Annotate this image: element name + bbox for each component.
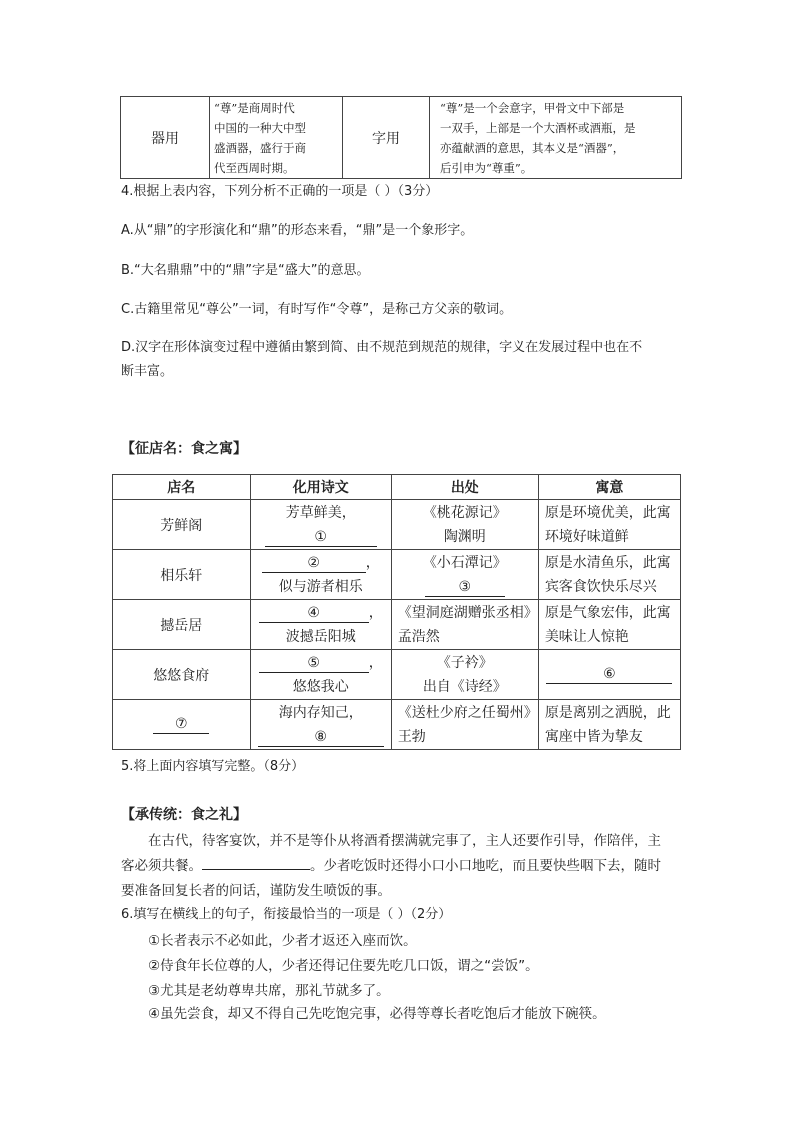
meaning-cell <box>538 550 680 600</box>
source-cell <box>391 550 538 600</box>
header-poem: 化用诗文 <box>250 475 391 500</box>
poem-cell <box>250 550 391 600</box>
source-title: 《子衿》 <box>436 654 493 671</box>
poem-line: 悠悠我心 <box>292 678 349 695</box>
desc-line: 中国的一种大中型 <box>214 120 306 135</box>
source-author: 王勃 <box>397 728 426 745</box>
poem-cell <box>250 500 391 550</box>
desc-line: 代至西周时期。 <box>214 160 295 175</box>
table-row <box>113 550 681 600</box>
poem-cell <box>250 700 391 750</box>
source-title: 《小石潭记》 <box>422 554 507 571</box>
top-table-desc-2 <box>430 97 682 179</box>
source-title: 《送杜少府之任蜀州》 <box>397 704 538 721</box>
q4-option-d-line1: D.汉字在形体演变过程中遵循由繁到简、由不规范到规范的规律，字义在发展过程中也在不 <box>121 340 643 355</box>
section-title-etiquette: 【承传统：食之礼】 <box>121 807 247 823</box>
source-cell <box>391 500 538 550</box>
header-source: 出处 <box>391 475 538 500</box>
passage-line-3: 要准备回复长者的问话，谨防发生喷饭的事。 <box>121 883 391 899</box>
q6-sentence-1: ①长者表示不必如此，少者才返还入座而饮。 <box>148 933 417 949</box>
source-author: 陶渊明 <box>443 528 486 545</box>
source-title: 《桃花源记》 <box>422 504 507 521</box>
blank-5[interactable]: ⑤ <box>259 654 369 673</box>
table-row <box>113 500 681 550</box>
table-row <box>113 700 681 750</box>
source-cell <box>391 600 538 650</box>
header-store-name: 店名 <box>113 475 251 500</box>
q4-option-d-line2: 断丰富。 <box>121 364 174 379</box>
blank-6[interactable]: ⑥ <box>546 665 672 684</box>
top-table <box>120 96 682 179</box>
top-table-label-1: 器用 <box>121 97 210 179</box>
poem-cell <box>250 600 391 650</box>
poem-cell <box>250 650 391 700</box>
q4-option-a: A.从“鼎”的字形演化和“鼎”的形态来看，“鼎”是一个象形字。 <box>121 223 474 238</box>
section-title-store-names: 【征店名：食之寓】 <box>121 441 247 457</box>
meaning-line: 宾客食饮快乐尽兴 <box>544 578 657 595</box>
store-name: 相乐轩 <box>113 550 251 600</box>
blank-2[interactable]: ② <box>262 554 366 573</box>
store-name: 撼岳居 <box>113 600 251 650</box>
source-cell <box>391 700 538 750</box>
meaning-cell <box>538 500 680 550</box>
blank-1[interactable]: ① <box>265 528 377 547</box>
meaning-line: 原是水清鱼乐，此寓 <box>544 554 671 571</box>
store-name: 悠悠食府 <box>113 650 251 700</box>
passage-line-1: 在古代，待客宴饮，并不是等仆从将酒肴摆满就完事了，主人还要作引导，作陪伴，主 <box>148 833 661 849</box>
passage-text: 客必须共餐。 <box>121 858 202 874</box>
poem-line: 波撼岳阳城 <box>285 628 356 645</box>
poem-line: 似与游者相乐 <box>278 578 363 595</box>
table-row <box>113 650 681 700</box>
meaning-line: 原是气象宏伟，此寓 <box>544 604 671 621</box>
source-cell <box>391 650 538 700</box>
q6-stem: 6.填写在横线上的句子，衔接最恰当的一项是（ ）（2分） <box>121 907 452 922</box>
store-name: 芳鲜阁 <box>113 500 251 550</box>
desc-line: 一双手，上部是一个大酒杯或酒瓶，是 <box>440 120 636 135</box>
blank-7[interactable]: ⑦ <box>153 715 209 734</box>
passage-text: 。少者吃饭时还得小口小口地吃，而且要快些咽下去，随时 <box>310 858 661 874</box>
q6-sentence-3: ③尤其是老幼尊卑共席，那礼节就多了。 <box>148 983 390 999</box>
source-title: 《望洞庭湖赠张丞相》 <box>397 604 538 621</box>
comma: ， <box>368 654 383 671</box>
meaning-line: 环境好味道鲜 <box>544 528 629 545</box>
blank-4[interactable]: ④ <box>259 604 369 623</box>
passage-line-2 <box>121 858 661 874</box>
meaning-cell <box>538 650 680 700</box>
poem-line: 芳草鲜美， <box>285 504 356 521</box>
header-meaning: 寓意 <box>538 475 680 500</box>
blank-8[interactable]: ⑧ <box>258 728 384 747</box>
meaning-cell <box>538 700 680 750</box>
desc-line: 后引申为“尊重”。 <box>440 160 533 175</box>
meaning-line: 原是环境优美，此寓 <box>544 504 671 521</box>
meaning-line: 美味让人惊艳 <box>544 628 629 645</box>
q4-stem: 4.根据上表内容，下列分析不正确的一项是（ ）（3分） <box>121 184 439 199</box>
source-author: 出自《诗经》 <box>422 678 507 695</box>
blank-3[interactable]: ③ <box>425 578 505 597</box>
q6-sentence-2: ②侍食年长位尊的人，少者还得记住要先吃几口饭，谓之“尝饭”。 <box>148 958 539 974</box>
q4-option-b: B.“大名鼎鼎”中的“鼎”字是“盛大”的意思。 <box>121 263 370 278</box>
top-table-label-2: 字用 <box>343 97 430 179</box>
q4-option-c: C.古籍里常见“尊公”一词，有时写作“令尊”，是称己方父亲的敬词。 <box>121 302 513 317</box>
desc-line: 盛酒器，盛行于商 <box>214 140 306 155</box>
comma: ， <box>368 604 383 621</box>
meaning-line: 原是离别之洒脱，此 <box>544 704 671 721</box>
q5-stem: 5.将上面内容填写完整。（8分） <box>121 759 305 774</box>
meaning-cell <box>538 600 680 650</box>
poem-line: 海内存知己， <box>278 704 363 721</box>
answer-blank[interactable] <box>202 869 310 870</box>
desc-line: “尊”是一个会意字，甲骨文中下部是 <box>440 100 625 115</box>
meaning-line: 寓座中皆为挚友 <box>544 728 643 745</box>
top-table-desc-1 <box>210 97 343 179</box>
table-header-row <box>113 475 681 500</box>
source-author: 孟浩然 <box>397 628 440 645</box>
desc-line: 亦蕴献酒的意思，其本义是“酒器”， <box>440 140 625 155</box>
table-row <box>113 600 681 650</box>
q6-sentence-4: ④虽先尝食，却又不得自己先吃饱完事，必得等尊长者吃饱后才能放下碗筷。 <box>148 1006 606 1022</box>
comma: ， <box>365 554 380 571</box>
desc-line: “尊”是商周时代 <box>214 100 295 115</box>
store-name-cell <box>113 700 251 750</box>
store-name-table <box>112 474 681 750</box>
